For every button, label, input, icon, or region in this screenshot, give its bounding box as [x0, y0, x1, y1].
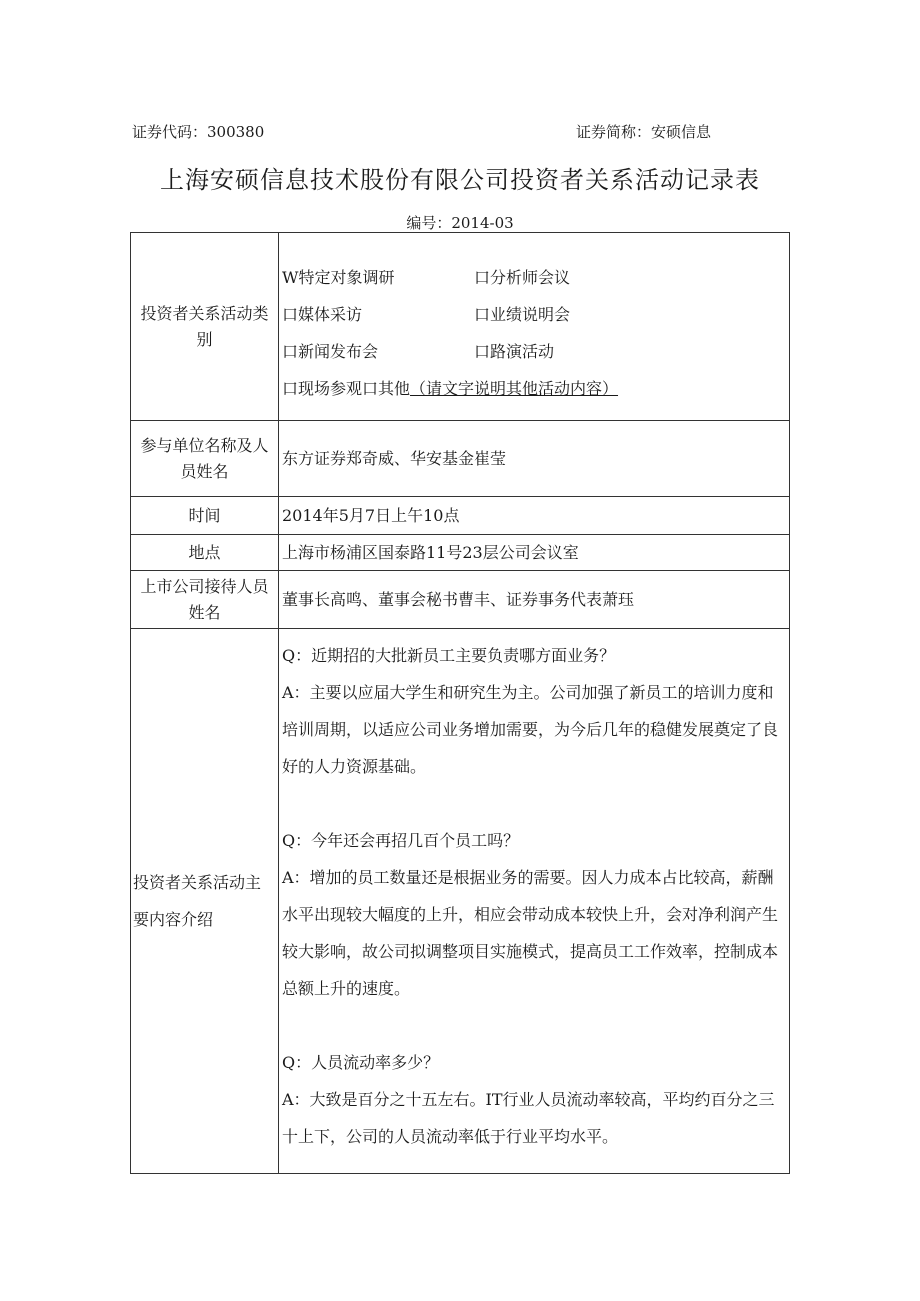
participants-value: 东方证券郑奇威、华安基金崔莹	[279, 421, 790, 497]
option-press-conference: 口新闻发布会	[282, 341, 379, 361]
other-description-note: （请文字说明其他活动内容）	[410, 378, 619, 398]
row-reception	[131, 571, 790, 629]
option-site-visit-other: 口现场参观口其他	[282, 378, 411, 398]
label-location: 地点	[131, 535, 279, 571]
answer-1: A：主要以应届大学生和研究生为主。公司加强了新员工的培训力度和培训周期，以适应公司业务增加需要，为今后几年的稳健发展奠定了良好的人力资源基础。	[282, 683, 779, 776]
option-earnings-briefing: 口业绩说明会	[474, 304, 571, 324]
activity-category-options	[279, 233, 790, 421]
option-roadshow: 口路演活动	[474, 341, 555, 361]
question-1: Q：近期招的大批新员工主要负责哪方面业务？	[282, 646, 616, 665]
label-activity-category: 投资者关系活动类别	[131, 233, 279, 421]
row-main-content	[131, 629, 790, 1174]
stock-abbreviation: 证券简称：安硕信息	[576, 123, 712, 141]
page-title: 上海安硕信息技术股份有限公司投资者关系活动记录表	[160, 166, 760, 194]
question-2: Q：今年还会再招几百个员工吗？	[282, 831, 520, 850]
label-participants: 参与单位名称及人员姓名	[131, 421, 279, 497]
location-value: 上海市杨浦区国泰路11号23层公司会议室	[279, 535, 790, 571]
label-reception: 上市公司接待人员姓名	[131, 571, 279, 629]
row-activity-category	[131, 233, 790, 421]
option-media-interview: 口媒体采访	[282, 304, 363, 324]
record-table	[130, 232, 790, 1174]
time-value: 2014年5月7日上午10点	[279, 497, 790, 535]
row-location	[131, 535, 790, 571]
label-time: 时间	[131, 497, 279, 535]
answer-3: A：大致是百分之十五左右。IT行业人员流动率较高，平均约百分之三十上下，公司的人员流动率低于行业平均水平。	[282, 1090, 775, 1146]
row-participants	[131, 421, 790, 497]
option-analyst-meeting: 口分析师会议	[474, 267, 571, 287]
qa-content	[279, 629, 790, 1174]
option-specific-research: W特定对象调研	[282, 267, 395, 287]
question-3: Q：人员流动率多少？	[282, 1053, 440, 1072]
serial-number: 编号：2014-03	[406, 214, 514, 232]
row-time	[131, 497, 790, 535]
reception-value: 董事长高鸣、董事会秘书曹丰、证券事务代表萧珏	[279, 571, 790, 629]
label-main-content: 投资者关系活动主要内容介绍	[131, 629, 279, 1174]
stock-code: 证券代码：300380	[132, 123, 265, 141]
answer-2: A：增加的员工数量还是根据业务的需要。因人力成本占比较高，薪酬水平出现较大幅度的上升，相应会带动成本较快上升，会对净利润产生较大影响，故公司拟调整项目实施模式，提高员工工作效率，控制成本总额上升的速度。	[282, 868, 779, 998]
